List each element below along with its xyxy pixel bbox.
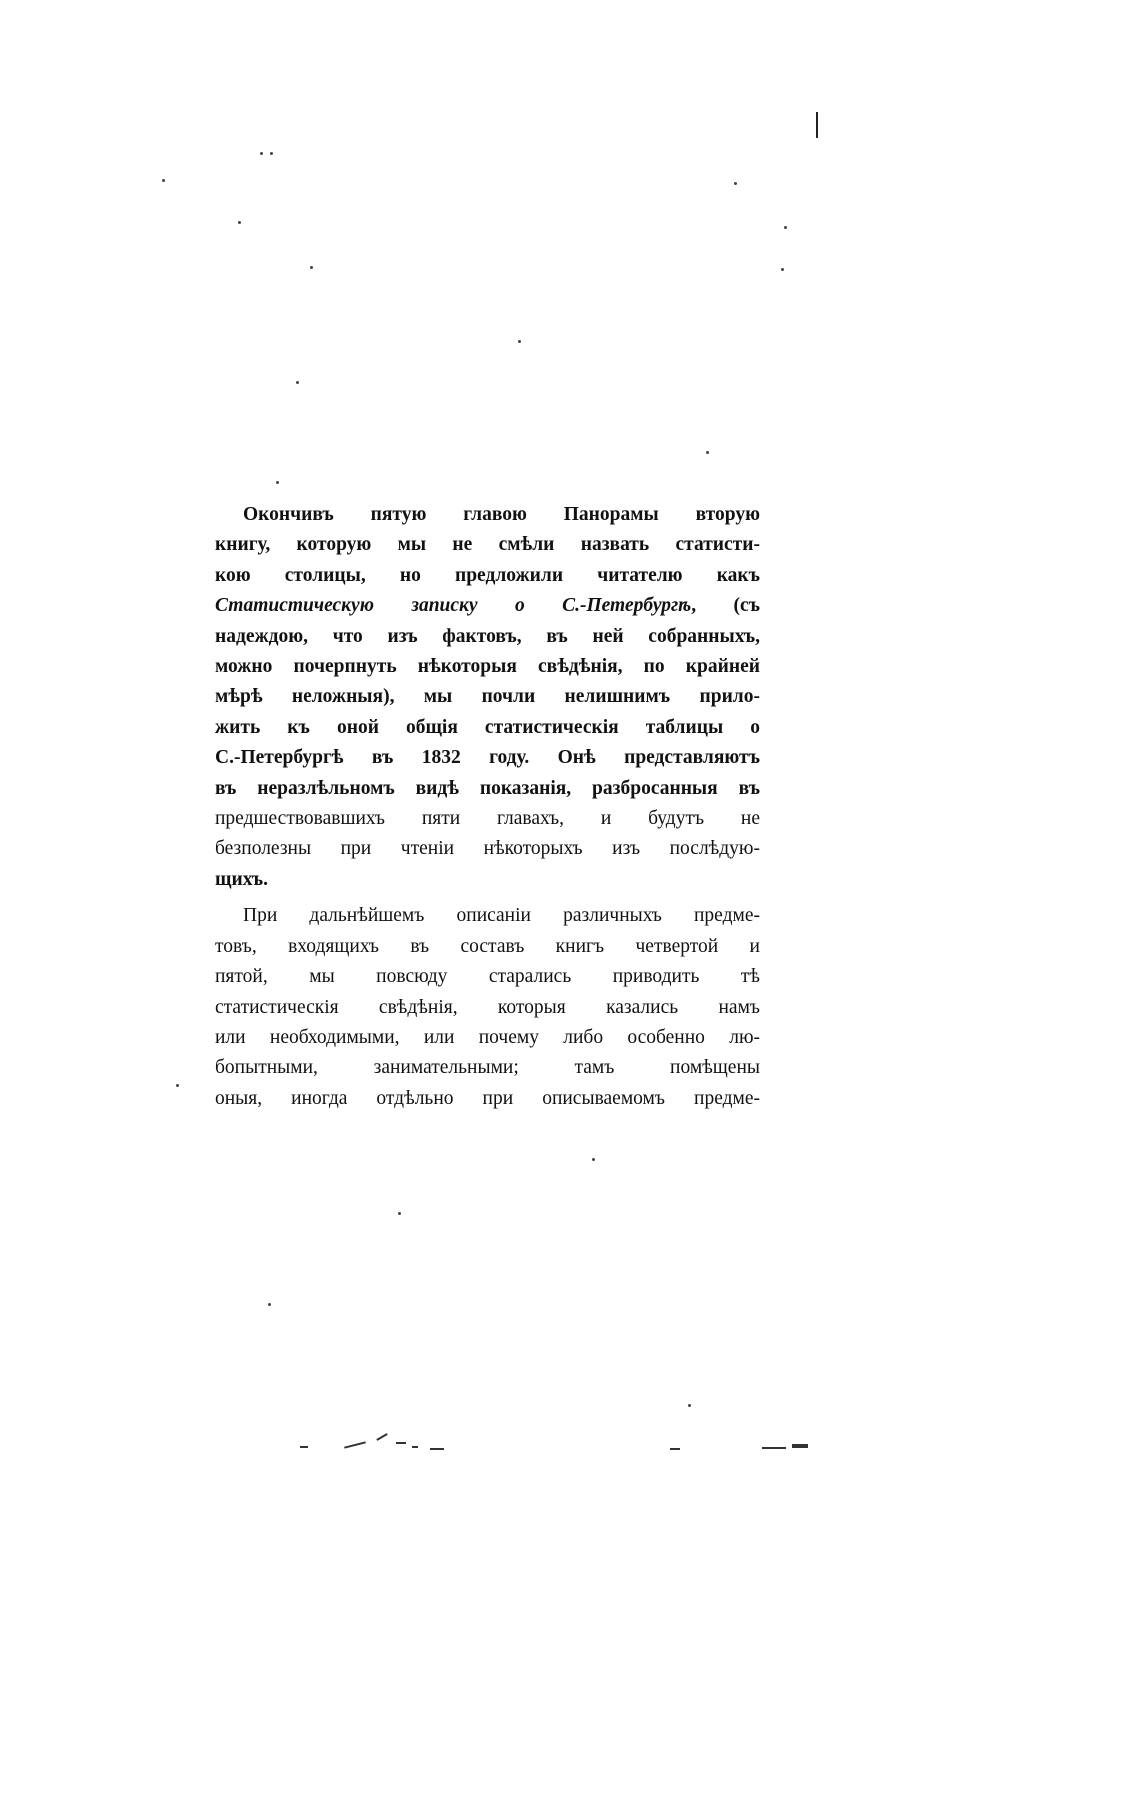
text-line: щихъ.	[215, 868, 268, 890]
ink-mark	[762, 1447, 786, 1449]
text-line	[215, 591, 760, 621]
text-line: товъ, входящихъ въ составъ книгъ четвертой и	[215, 935, 760, 957]
ink-mark	[792, 1444, 808, 1448]
paragraph	[215, 500, 760, 895]
text-line: безполезны при чтеніи нѣкоторыхъ изъ послѣдую-	[215, 838, 760, 860]
text-line: надеждою, что изъ фактовъ, въ ней собранныхъ,	[215, 625, 760, 647]
italic-title: Статистическую записку о С.-Петербургѣ	[215, 595, 692, 617]
text-line: кою столицы, но предложили читателю какъ	[215, 564, 760, 586]
text-line: С.-Петербургѣ въ 1832 году. Онѣ представляютъ	[215, 747, 760, 769]
print-speck	[162, 179, 165, 182]
margin-rule	[816, 112, 818, 138]
paragraph	[215, 901, 760, 1114]
print-speck	[398, 1212, 401, 1215]
print-speck	[706, 451, 709, 454]
text-line: предшествовавшихъ пяти главахъ, и будутъ не	[215, 808, 760, 830]
print-speck	[176, 1084, 179, 1087]
ink-mark	[376, 1433, 387, 1441]
text-line: статистическія свѣдѣнія, которыя казались намъ	[215, 996, 760, 1018]
text-line: мѣрѣ неложныя), мы почли нелишнимъ прило-	[215, 686, 760, 708]
ink-mark	[412, 1446, 418, 1448]
ink-mark	[396, 1442, 406, 1444]
text-fragment: , (съ	[691, 595, 760, 617]
ink-mark	[300, 1446, 308, 1448]
print-speck	[781, 268, 784, 271]
print-speck	[276, 481, 279, 484]
text-line: пятой, мы повсюду старались приводить тѣ	[215, 966, 760, 988]
ink-mark	[344, 1441, 366, 1448]
print-speck	[688, 1404, 691, 1407]
print-speck	[592, 1158, 595, 1161]
text-line: оныя, иногда отдѣльно при описываемомъ предме-	[215, 1087, 760, 1109]
print-speck	[260, 152, 263, 155]
text-line: жить къ оной общія статистическія таблицы о	[215, 716, 760, 738]
print-speck	[238, 221, 241, 224]
body-text	[215, 500, 760, 1114]
text-line: Окончивъ пятую главою Панорамы вторую	[243, 504, 760, 525]
text-line: При дальнѣйшемъ описаніи различныхъ предме-	[243, 905, 760, 927]
ink-mark	[670, 1448, 680, 1450]
print-speck	[734, 182, 737, 185]
print-speck	[310, 266, 313, 269]
text-line: или необходимыми, или почему либо особенно лю-	[215, 1026, 760, 1048]
text-line: можно почерпнуть нѣкоторыя свѣдѣнія, по крайней	[215, 656, 760, 678]
print-speck	[518, 340, 521, 343]
text-line: бопытными, занимательными; тамъ помѣщены	[215, 1057, 760, 1079]
text-line: книгу, которую мы не смѣли назвать статисти-	[215, 534, 760, 556]
bottom-ink-marks	[300, 1428, 820, 1458]
print-speck	[268, 1303, 271, 1306]
print-speck	[270, 152, 273, 155]
print-speck	[296, 381, 299, 384]
text-line: въ неразлѣльномъ видѣ показанія, разбросанныя въ	[215, 777, 760, 799]
print-speck	[784, 226, 787, 229]
ink-mark	[430, 1448, 444, 1450]
